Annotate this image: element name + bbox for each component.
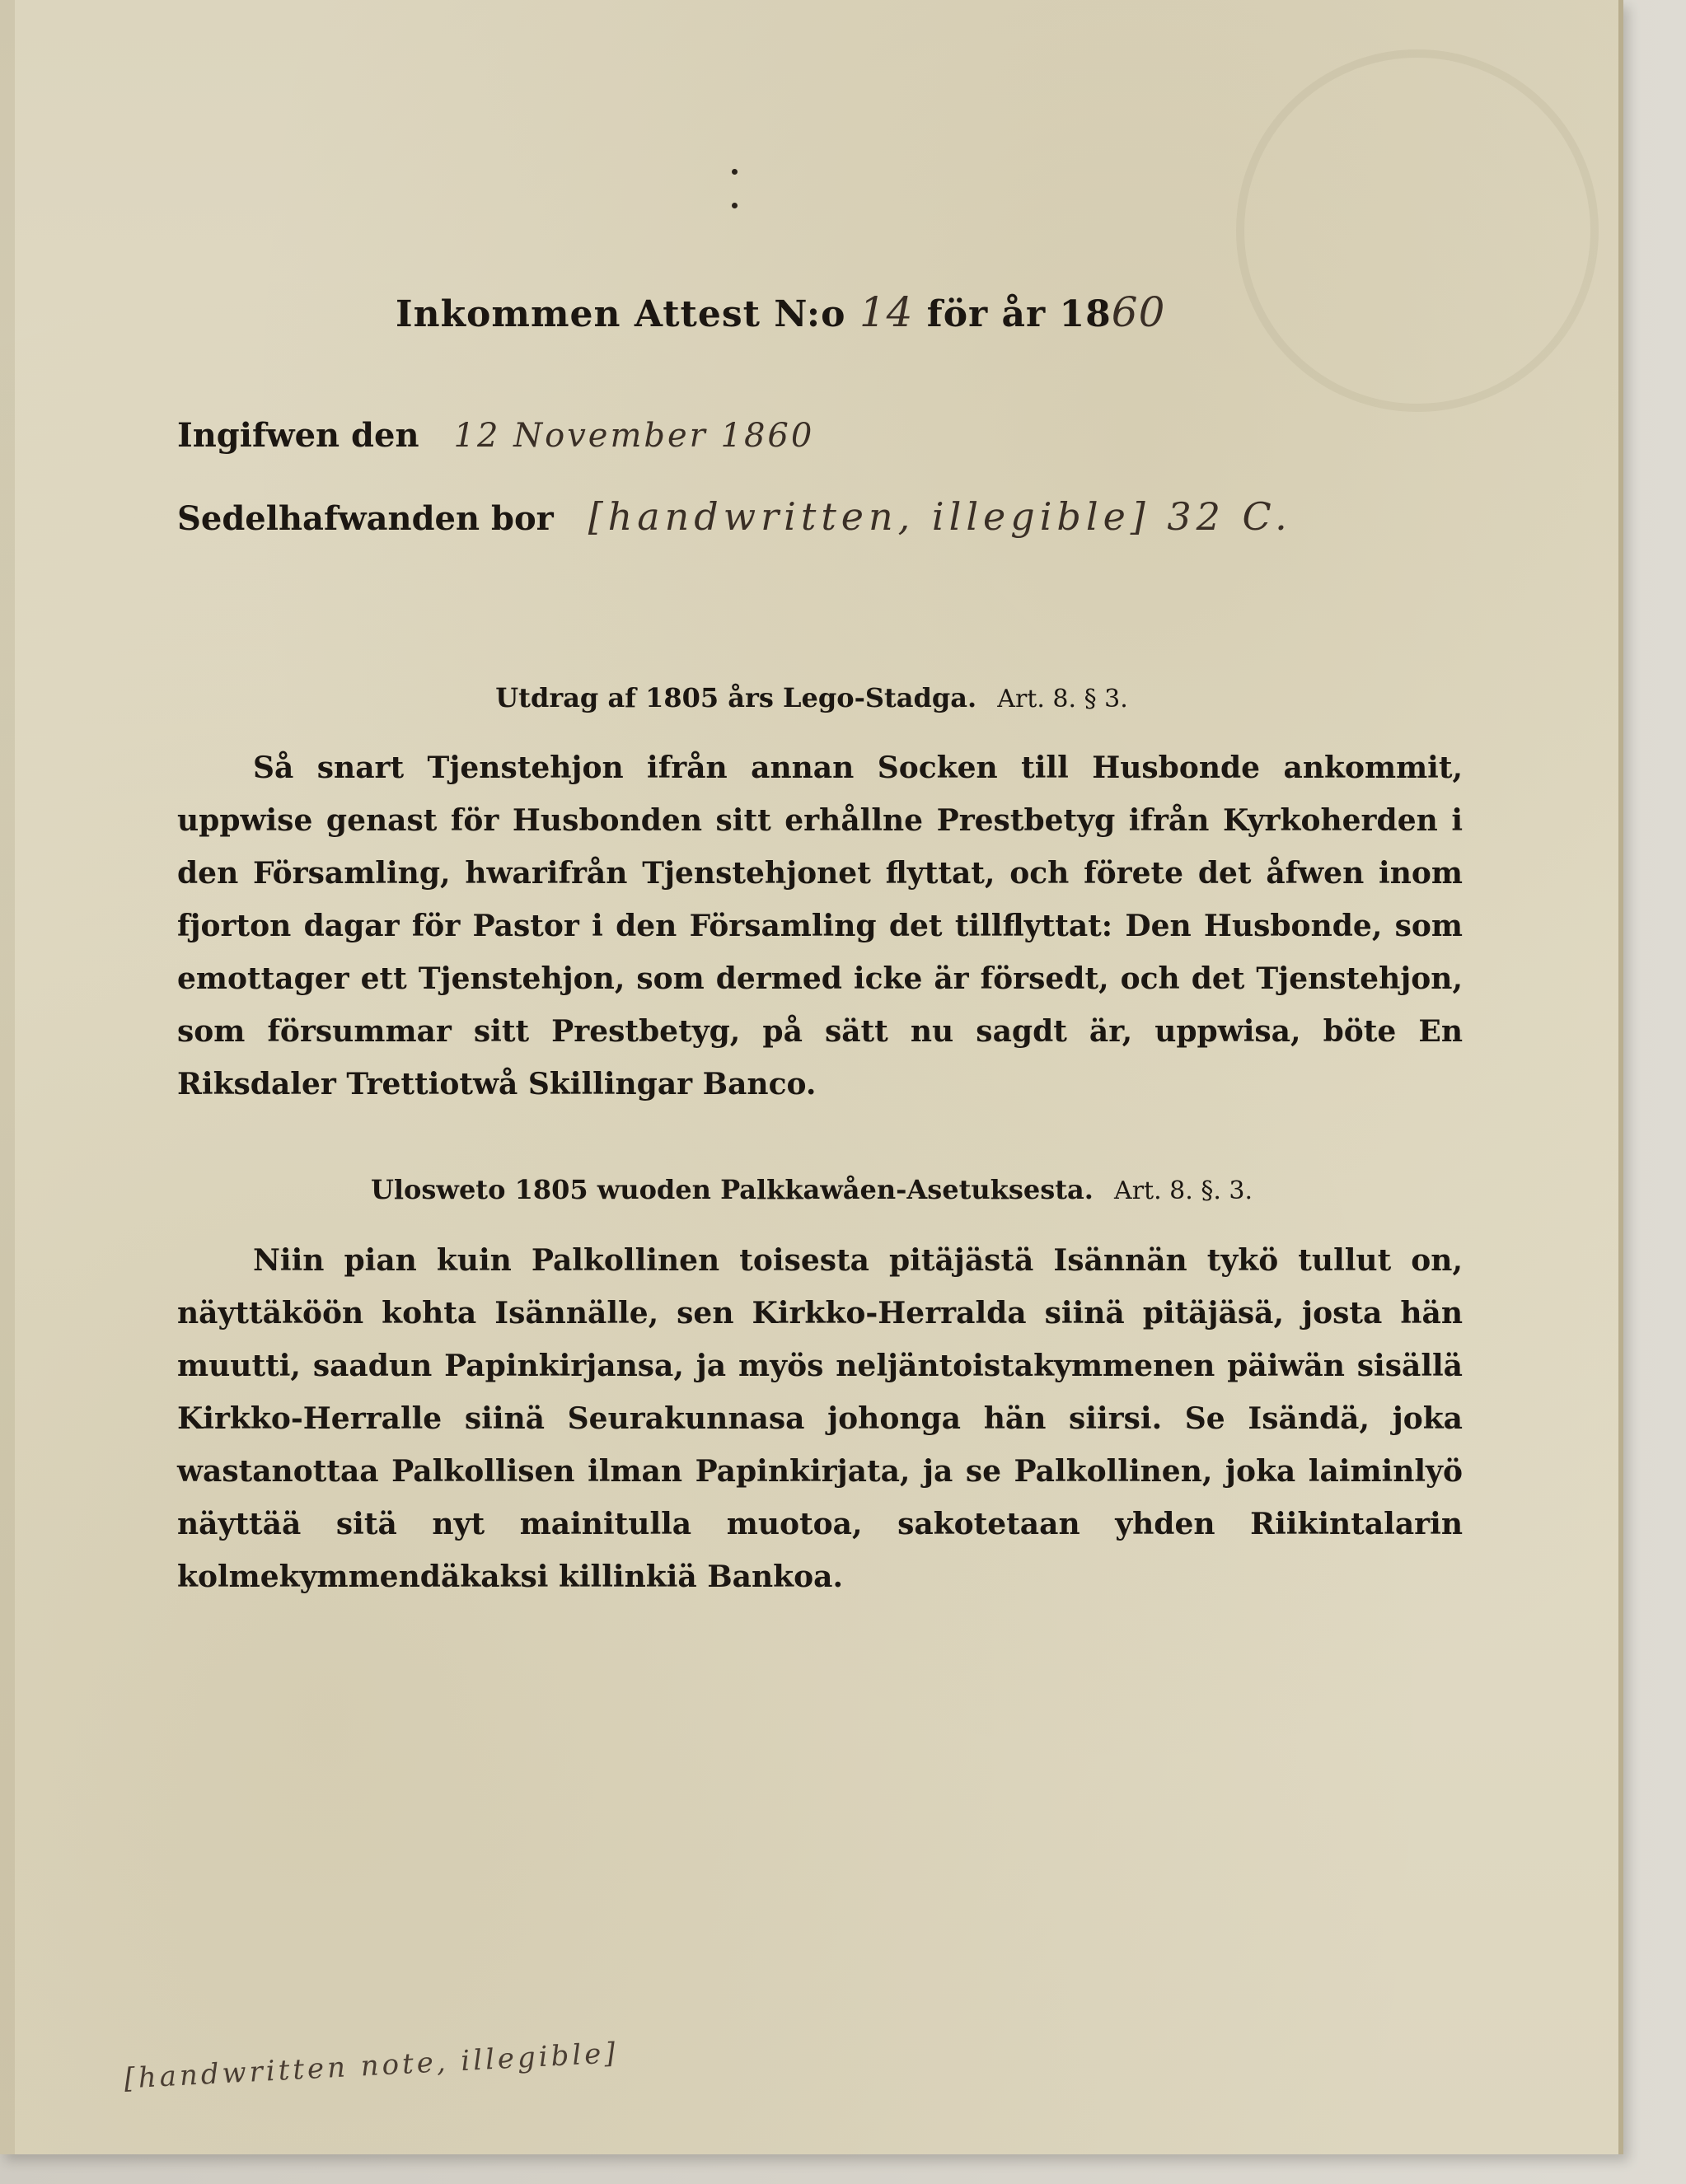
paper-edge	[1618, 0, 1623, 2154]
submitted-date-label: Ingifwen den	[177, 416, 419, 455]
swedish-heading-text: Utdrag af 1805 års Lego-Stadga.	[495, 682, 977, 713]
ornament-dots	[729, 169, 739, 236]
holder-residence-field	[177, 494, 1292, 539]
page-edge-shading	[0, 0, 15, 2154]
ornament-dot	[732, 169, 738, 175]
finnish-paragraph: Niin pian kuin Palkollinen toisesta pitäjästä Isännän tykö tullut on, näyttäköön kohta Isännälle, sen Kirkko-Herralda siinä pitäjäsä, josta hän muutti, saadun Papinkirjansa, ja myös neljäntoistakymmenen päiwän sisällä Kirkko-Herralle siinä Seurakunnasa johonga hän siirsi. Se Isändä, joka wastanottaa Palkollisen ilman Papinkirjata, ja se Palkollinen, joka laiminlyö näyttää sitä nyt mainitulla muotoa, sakotetaan yhden Riikintalarin kolmekymmendäkaksi killinkiä Bankoa.	[177, 1243, 1463, 1594]
submitted-date-field	[177, 416, 814, 455]
finnish-heading	[177, 1174, 1446, 1205]
finnish-heading-text: Ulosweto 1805 wuoden Palkkawåen-Asetuksesta.	[370, 1174, 1094, 1205]
finnish-article-ref: Art. 8. §. 3.	[1114, 1176, 1253, 1205]
title-middle: för år 18	[926, 293, 1112, 335]
title-prefix: Inkommen Attest N:o	[396, 293, 846, 335]
swedish-paragraph: Så snart Tjenstehjon ifrån annan Socken till Husbonde ankommit, uppwise genast för Husbonden sitt erhållne Prestbetyg ifrån Kyrkoherden i den Församling, hwarifrån Tjenstehjonet flyttat, och förete det åfwen inom fjorton dagar för Pastor i den Församling det tillflyttat: Den Husbonde, som emottager ett Tjenstehjon, som dermed icke är försedt, och det Tjenstehjon, som försummar sitt Prestbetyg, på sätt nu sagdt är, uppwisa, böte En Riksdaler Trettiotwå Skillingar Banco.	[177, 751, 1463, 1101]
certificate-title	[396, 288, 1166, 336]
swedish-article-ref: Art. 8. § 3.	[997, 685, 1128, 713]
holder-residence-label: Sedelhafwanden bor	[177, 499, 554, 538]
holder-residence-value: [handwritten, illegible] 32 C.	[588, 494, 1292, 539]
submitted-date-value: 12 November 1860	[453, 417, 815, 455]
bleed-through-stamp	[1236, 49, 1599, 412]
handwritten-note: [handwritten note, illegible]	[123, 2037, 620, 2096]
certificate-year: 60	[1111, 288, 1166, 336]
swedish-heading	[177, 682, 1446, 713]
certificate-number: 14	[859, 288, 914, 336]
ornament-dot	[732, 203, 738, 208]
